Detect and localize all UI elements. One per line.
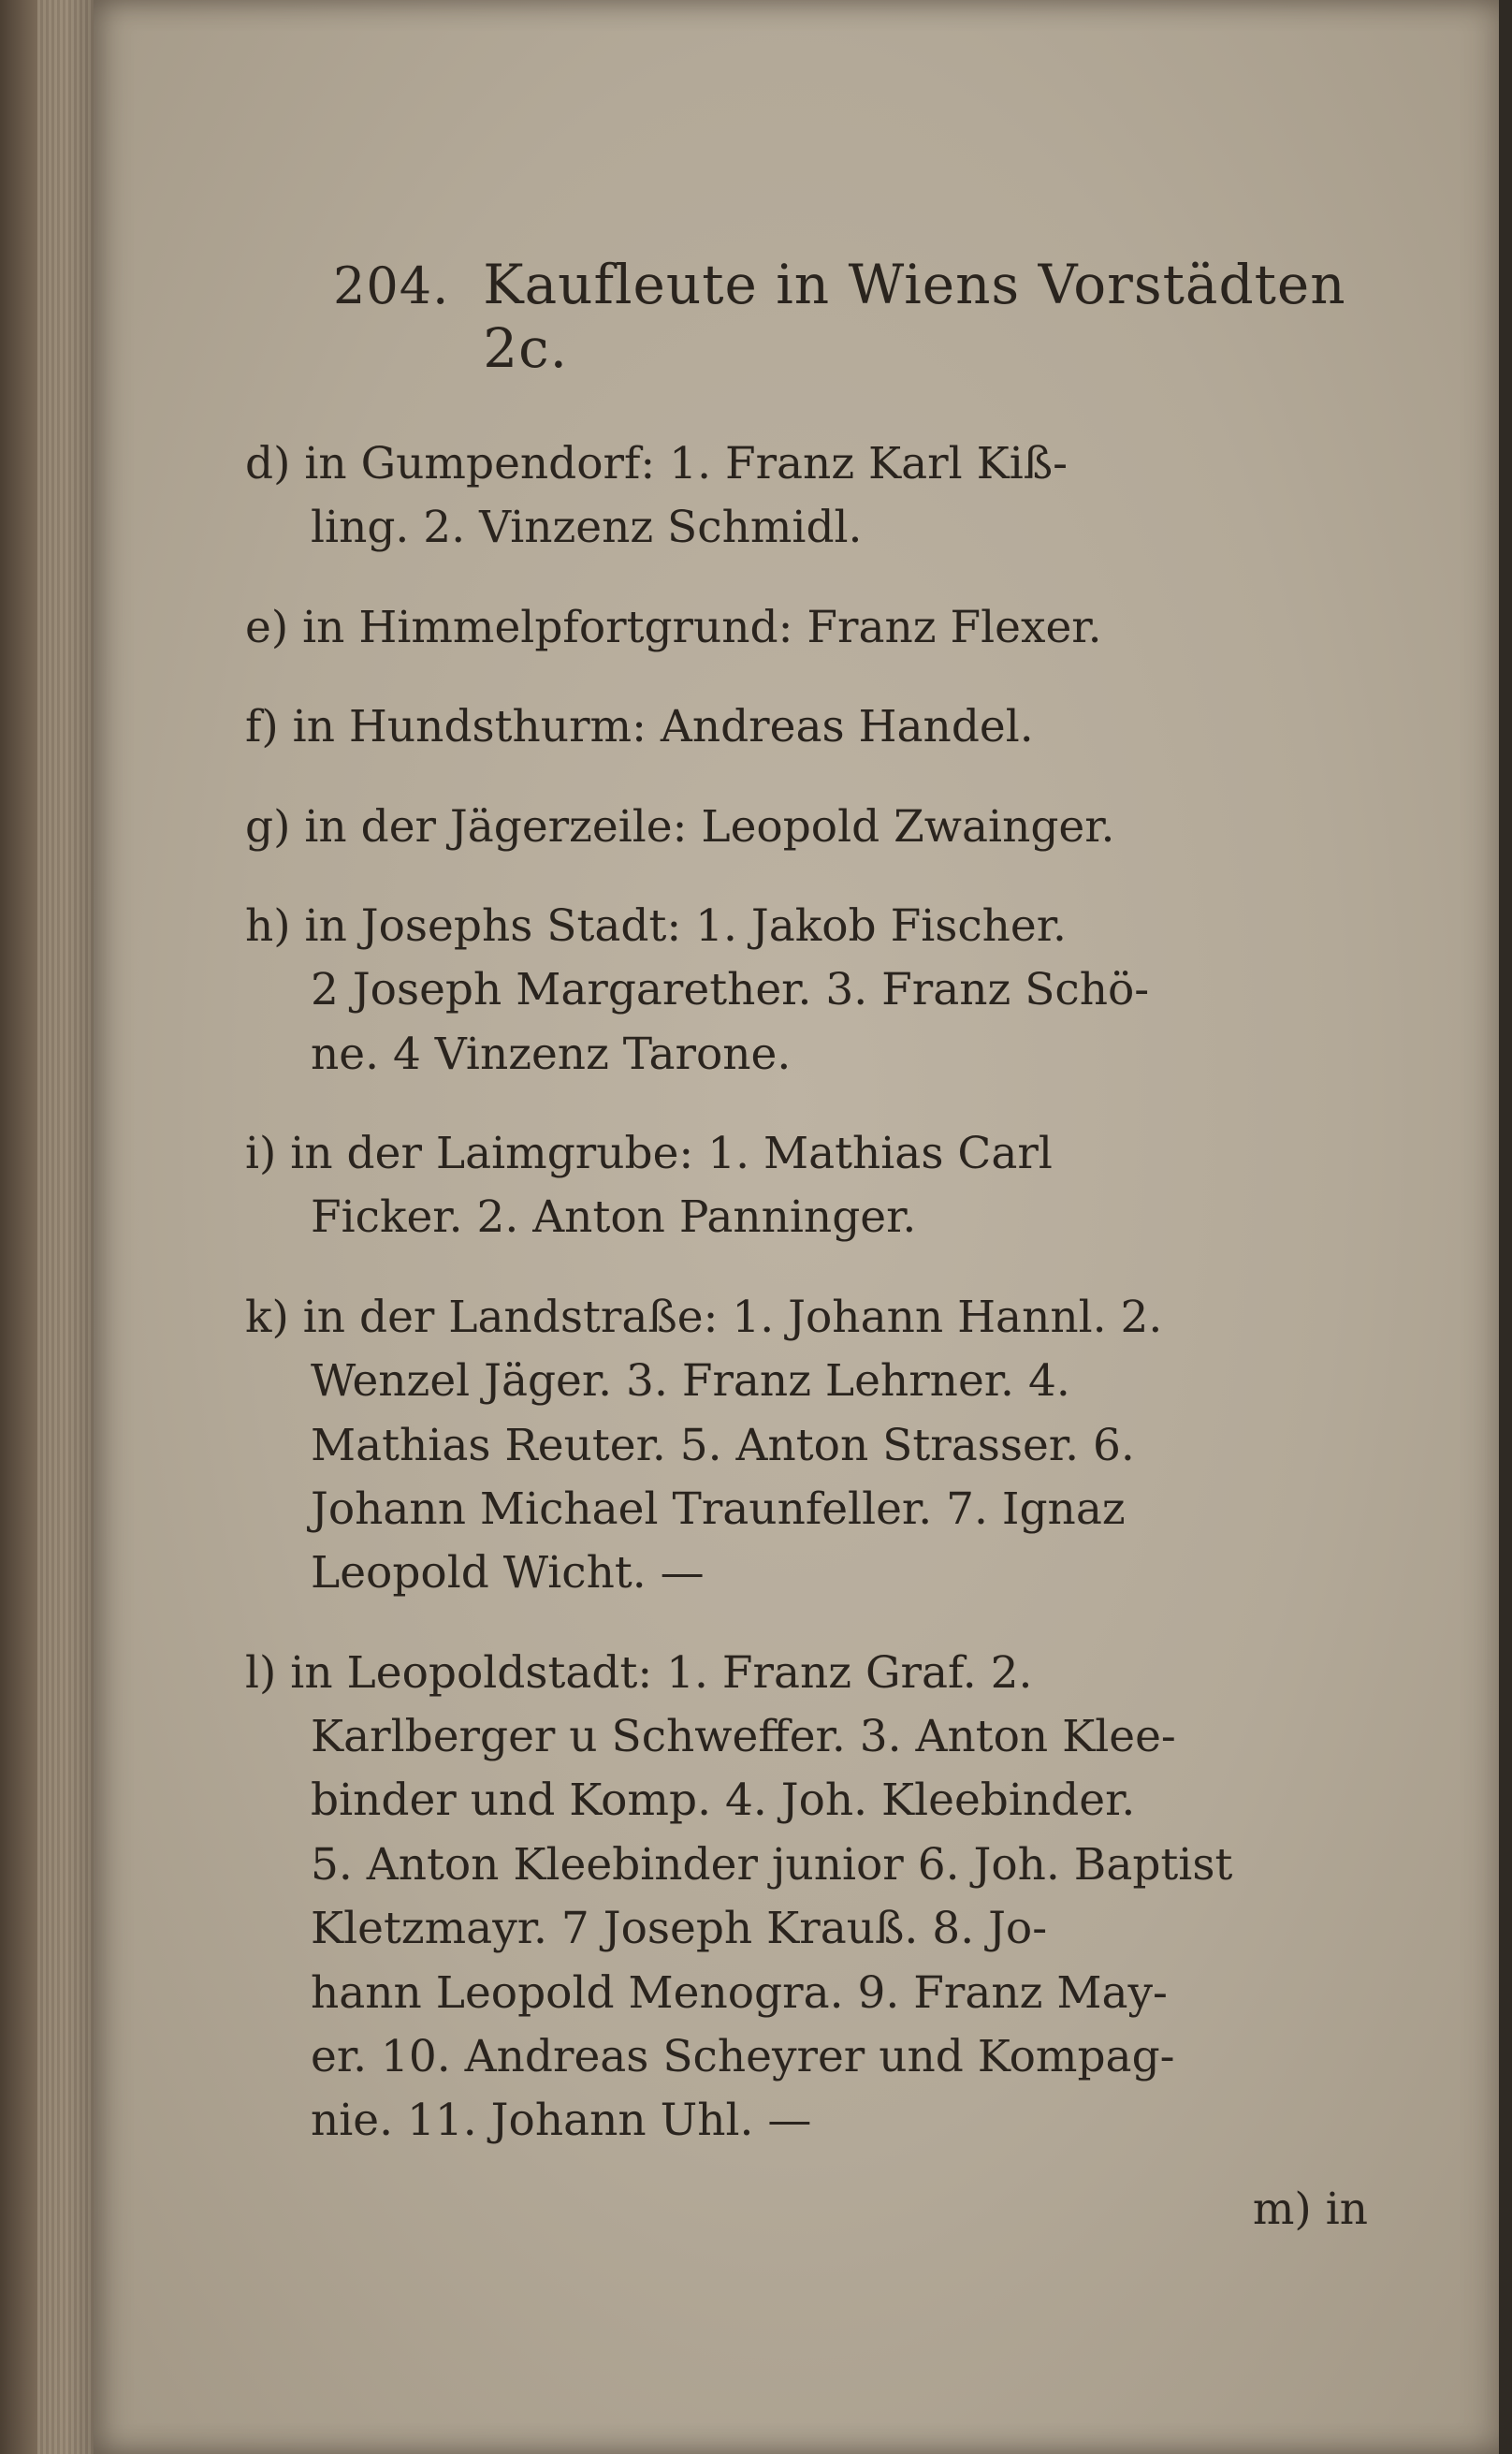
text-line: Kletzmayr. 7 Joseph Krauß. 8. Jo-	[311, 1903, 1048, 1955]
text-line: ling. 2. Vinzenz Schmidl.	[311, 502, 863, 554]
entry-laimgrube	[245, 1122, 1405, 1250]
text-line: k) in der Landstraße: 1. Johann Hannl. 2.	[245, 1291, 1163, 1343]
text-line: er. 10. Andreas Scheyrer und Kompag-	[311, 2030, 1175, 2082]
text-line: hann Leopold Menogra. 9. Franz May-	[311, 1966, 1168, 2019]
catchword: m) in	[1252, 2183, 1368, 2235]
text-line: Leopold Wicht. —	[311, 1547, 705, 1599]
text-line: Wenzel Jäger. 3. Franz Lehrner. 4.	[311, 1355, 1070, 1408]
text-line: ne. 4 Vinzenz Tarone.	[311, 1028, 792, 1080]
text-line: l) in Leopoldstadt: 1. Franz Graf. 2.	[245, 1646, 1033, 1699]
text-line: h) in Josephs Stadt: 1. Jakob Fischer.	[245, 899, 1067, 952]
text-line: Ficker. 2. Anton Panninger.	[311, 1191, 917, 1244]
entry-jaegerzeile	[245, 796, 1405, 859]
text-line: f) in Hundsthurm: Andreas Handel.	[245, 701, 1034, 753]
page-edges	[37, 0, 94, 2454]
text-line: e) in Himmelpfortgrund: Franz Flexer.	[245, 601, 1102, 653]
entry-landstrasse	[245, 1286, 1405, 1606]
entry-leopoldstadt	[245, 1642, 1405, 2154]
entry-himmelpfortgrund	[245, 596, 1405, 660]
text-line: d) in Gumpendorf: 1. Franz Karl Kiß-	[245, 438, 1069, 489]
page-header	[333, 253, 1405, 380]
text-line: nie. 11. Johann Uhl. —	[311, 2095, 812, 2147]
text-line: Mathias Reuter. 5. Anton Strasser. 6.	[311, 1419, 1135, 1471]
text-line: g) in der Jägerzeile: Leopold Zwainger.	[245, 800, 1115, 853]
entry-josephs-stadt	[245, 895, 1405, 1087]
text-line: Karlberger u Schweffer. 3. Anton Klee-	[311, 1711, 1176, 1762]
entry-gumpendorf	[245, 432, 1405, 561]
entry-hundsthurm	[245, 695, 1405, 759]
running-head: Kaufleute in Wiens Vorstädten 2c.	[483, 253, 1346, 380]
page-number: 204.	[333, 256, 450, 315]
page-content	[245, 253, 1405, 2235]
text-line: i) in der Laimgrube: 1. Mathias Carl	[245, 1128, 1053, 1179]
text-line: 5. Anton Kleebinder junior 6. Joh. Baptist	[311, 1838, 1233, 1891]
text-line: 2 Joseph Margarether. 3. Franz Schö-	[311, 964, 1150, 1016]
text-line: Johann Michael Traunfeller. 7. Ignaz	[311, 1483, 1126, 1535]
text-line: binder und Komp. 4. Joh. Kleebinder.	[311, 1775, 1136, 1827]
